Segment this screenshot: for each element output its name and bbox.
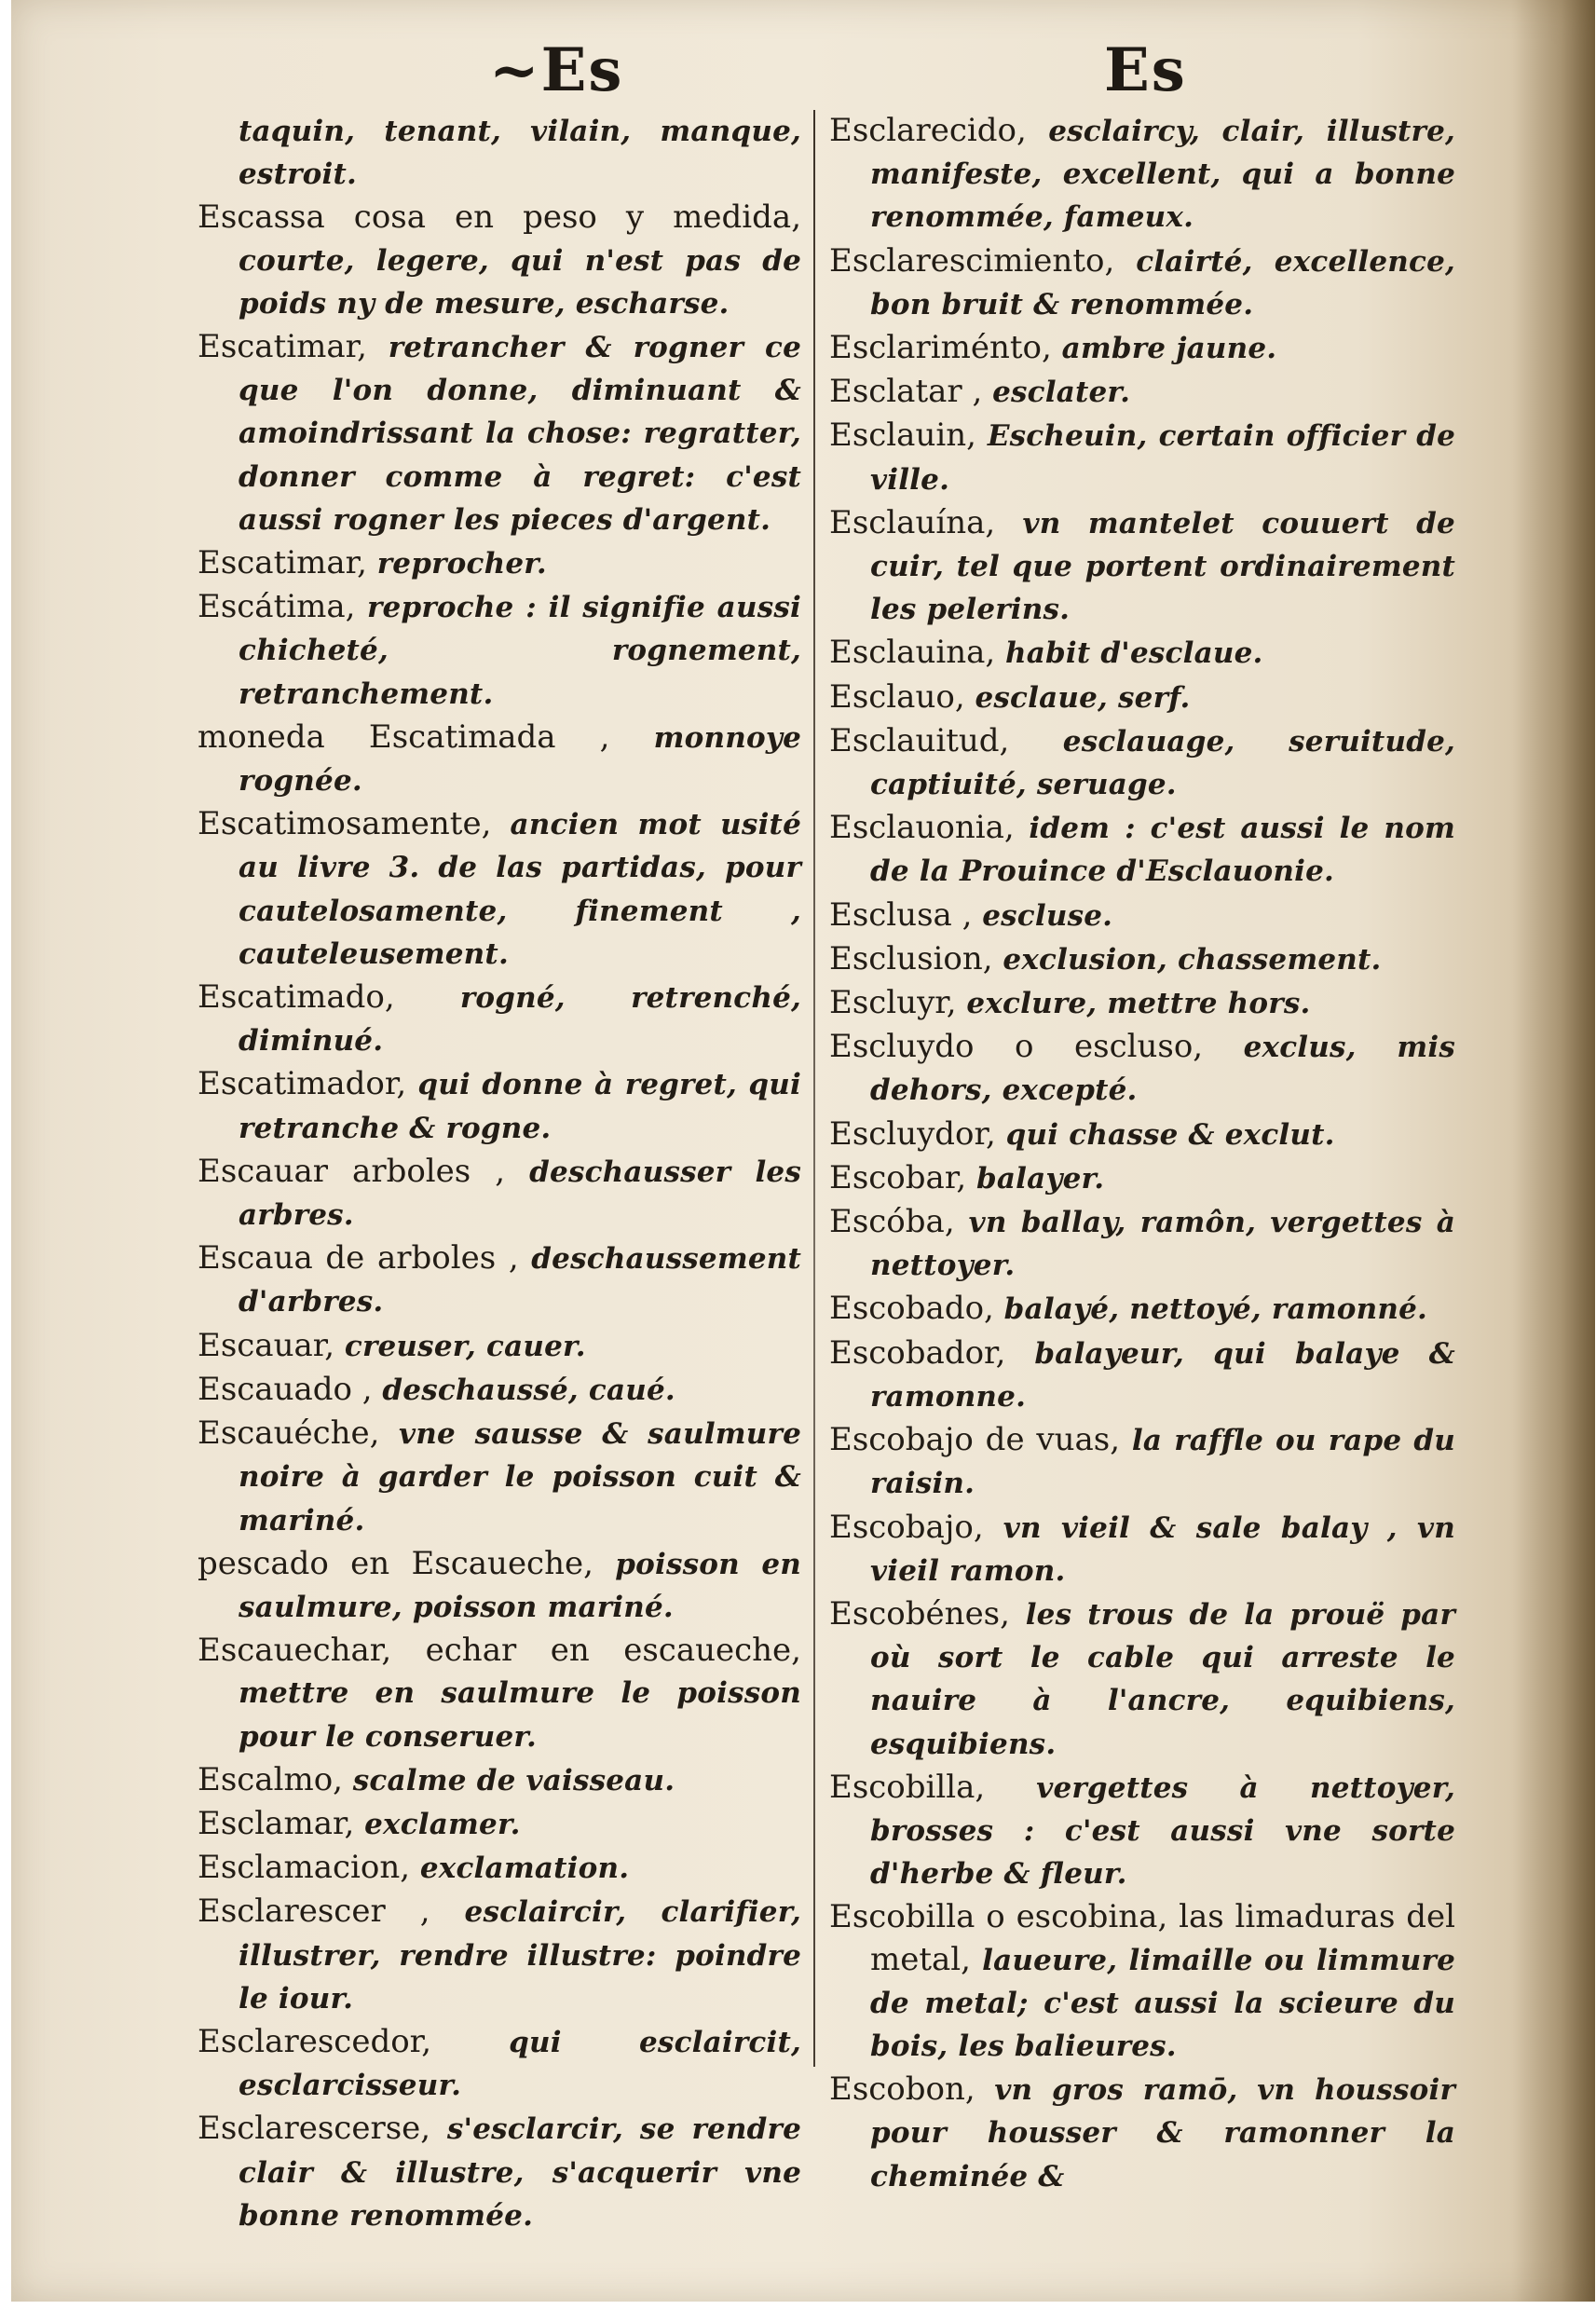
headword: moneda Escatimada , xyxy=(198,717,654,756)
definition: esclater. xyxy=(992,376,1131,410)
definition: esclauage, seruitude, captiuité, seruage. xyxy=(870,724,1455,802)
headword: Esclamar, xyxy=(198,1804,365,1842)
headword: Escluydor, xyxy=(829,1114,1006,1153)
definition: exclus, mis dehors, excepté. xyxy=(870,1031,1455,1108)
definition: reproche : il signifie aussi chicheté, rognement, retranchement. xyxy=(239,591,801,711)
dictionary-entry xyxy=(829,720,1455,806)
definition: les trous de la prouë par où sort le cable qui arreste le nauire à l'ancre, equibiens, esquibiens. xyxy=(870,1597,1455,1761)
definition: esclaue, serf. xyxy=(975,680,1191,715)
headword: Escaua de arboles , xyxy=(198,1239,532,1278)
headword: Esclauitud, xyxy=(829,721,1063,759)
left-running-head: ~Es xyxy=(489,35,624,105)
definition: esclaircy, clair, illustre, manifeste, excellent, qui a bonne renommée, fameux. xyxy=(870,115,1456,235)
headword: Escobilla o escobina, las limaduras del metal, xyxy=(829,1898,1455,1978)
dictionary-entry xyxy=(829,1507,1455,1592)
headword: Esclusion, xyxy=(829,939,1003,977)
binding-shadow xyxy=(1511,0,1595,2302)
definition: poisson en saulmure, poisson mariné. xyxy=(239,1547,801,1624)
headword: Escobilla, xyxy=(829,1768,1037,1806)
dictionary-entry xyxy=(198,1325,801,1368)
definition: escluse. xyxy=(982,898,1113,933)
definition: courte, legere, qui n'est pas de poids ny de mesure, escharse. xyxy=(239,243,801,321)
dictionary-entry xyxy=(829,982,1455,1025)
headword: pescado en Escaueche, xyxy=(198,1544,616,1582)
dictionary-entry xyxy=(829,1896,1455,2068)
dictionary-entry xyxy=(829,415,1455,500)
definition: qui esclaircit, esclarcisseur. xyxy=(239,2025,801,2103)
right-running-head: Es xyxy=(1104,35,1187,105)
definition: creuser, cauer. xyxy=(344,1329,586,1363)
definition: retrancher & rogner ce que l'on donne, diminuant & amoindrissant la chose: regratter, donner comme à regret: c'est aussi rogner les pieces d'argent. xyxy=(239,331,802,537)
dictionary-entry xyxy=(198,110,801,196)
dictionary-entry xyxy=(829,1332,1455,1418)
headword: Esclauin, xyxy=(829,417,988,455)
headword: Escobado, xyxy=(829,1290,1004,1328)
definition: ancien mot usité au livre 3. de las partidas, pour cautelosamente, finement , cauteleusement. xyxy=(239,808,801,971)
definition: deschaussement d'arbres. xyxy=(239,1242,801,1319)
left-column xyxy=(198,110,801,2238)
dictionary-entry xyxy=(198,1803,801,1846)
headword: Escóba, xyxy=(829,1203,969,1241)
dictionary-entry xyxy=(829,807,1455,893)
headword: Escatimado, xyxy=(198,978,460,1017)
dictionary-entry xyxy=(198,1891,801,2020)
dictionary-entry xyxy=(829,938,1455,981)
headword: Escluyr, xyxy=(829,984,967,1022)
headword: Esclauo, xyxy=(829,677,975,716)
headword: Escluydo o escluso, xyxy=(829,1028,1244,1066)
headword: Esclamacion, xyxy=(198,1849,420,1887)
headword: Escalmo, xyxy=(198,1760,353,1798)
definition: idem : c'est aussi le nom de la Prouince d'Esclauonie. xyxy=(870,812,1455,889)
headword: Esclatar , xyxy=(829,373,993,411)
headword: Escobajo de vuas, xyxy=(829,1421,1132,1459)
definition: vne sausse & saulmure noire à garder le poisson cuit & mariné. xyxy=(239,1417,802,1537)
definition: vn vieil & sale balay , vn vieil ramon. xyxy=(870,1510,1455,1588)
definition: scalme de vaisseau. xyxy=(352,1763,675,1797)
dictionary-entry xyxy=(829,371,1455,414)
definition: reprocher. xyxy=(376,547,547,581)
definition: qui chasse & exclut. xyxy=(1005,1117,1335,1152)
headword: Esclarescimiento, xyxy=(829,241,1137,280)
headword: Escobon, xyxy=(829,2070,995,2109)
definition: vn mantelet couuert de cuir, tel que portent ordinairement les pelerins. xyxy=(870,506,1455,627)
dictionary-entry xyxy=(198,1759,801,1802)
dictionary-entry xyxy=(198,1237,801,1323)
headword: Escauechar, echar en escaueche, xyxy=(198,1632,801,1670)
headword: Esclarescedor, xyxy=(198,2022,510,2060)
dictionary-entry xyxy=(829,1593,1455,1766)
definition: exclusion, chassement. xyxy=(1003,942,1382,977)
headword: Escauado , xyxy=(198,1370,383,1408)
definition: deschausser les arbres. xyxy=(239,1155,801,1233)
dictionary-entry xyxy=(198,803,801,976)
dictionary-entry xyxy=(829,1201,1455,1287)
dictionary-entry xyxy=(829,1419,1455,1505)
headword: Esclauína, xyxy=(829,503,1023,541)
definition: Escheuin, certain officier de ville. xyxy=(870,419,1455,497)
headword: Escatimar, xyxy=(198,544,377,582)
headword: Escobénes, xyxy=(829,1594,1026,1633)
dictionary-entry xyxy=(198,1543,801,1629)
dictionary-entry xyxy=(198,586,801,716)
definition: habit d'esclaue. xyxy=(1005,636,1263,671)
dictionary-entry xyxy=(829,502,1455,632)
definition: s'esclarcir, se rendre clair & illustre, s'acquerir vne bonne renommée. xyxy=(239,2112,801,2233)
headword: Escauar, xyxy=(198,1326,345,1364)
headword: Escauéche, xyxy=(198,1414,400,1453)
dictionary-entry xyxy=(198,542,801,585)
definition: laueure, limaille ou limmure de metal; c'est aussi la scieure du bois, les balieures. xyxy=(870,1943,1455,2063)
dictionary-entry xyxy=(198,1630,801,1758)
definition: mettre en saulmure le poisson pour le conseruer. xyxy=(239,1676,801,1754)
headword: Esclarescerse, xyxy=(198,2110,447,2148)
definition: balayeur, qui balaye & ramonne. xyxy=(870,1336,1455,1414)
headword: Escassa cosa en peso y medida, xyxy=(198,198,801,237)
definition: clairté, excellence, bon bruit & renommée. xyxy=(870,244,1455,321)
headword: Escobajo, xyxy=(829,1508,1003,1546)
definition: monnoye rognée. xyxy=(239,720,801,799)
dictionary-entry xyxy=(829,2069,1455,2198)
definition: balayer. xyxy=(975,1161,1105,1196)
headword: Escatimar, xyxy=(198,328,389,366)
dictionary-entry xyxy=(198,1151,801,1237)
dictionary-entry xyxy=(829,895,1455,937)
right-column xyxy=(829,110,1455,2199)
definition: deschaussé, caué. xyxy=(382,1373,675,1407)
dictionary-entry xyxy=(829,632,1455,675)
column-divider xyxy=(813,110,815,2067)
dictionary-entry xyxy=(198,326,801,541)
dictionary-entry xyxy=(829,1288,1455,1331)
dictionary-entry xyxy=(829,110,1455,239)
dictionary-entry xyxy=(829,240,1455,326)
headword: Escatimador, xyxy=(198,1065,418,1103)
dictionary-entry xyxy=(198,717,801,802)
definition: exclamation. xyxy=(419,1852,630,1886)
definition: exclamer. xyxy=(364,1807,521,1841)
dictionary-entry xyxy=(198,1413,801,1542)
headword: Esclauonia, xyxy=(829,809,1030,847)
definition: la raffle ou rape du raisin. xyxy=(870,1424,1455,1501)
definition: qui donne à regret, qui retranche & rogne. xyxy=(239,1068,801,1145)
headword: Esclusa , xyxy=(829,895,983,934)
headword: Esclarecido, xyxy=(829,112,1049,149)
dictionary-entry xyxy=(829,1114,1455,1156)
definition: exclure, mettre hors. xyxy=(966,987,1311,1021)
headword: Escobar, xyxy=(829,1158,976,1196)
dictionary-entry xyxy=(829,1767,1455,1896)
headword: Esclariménto, xyxy=(829,329,1062,367)
definition: ambre jaune. xyxy=(1061,332,1277,366)
definition: taquin, tenant, vilain, manque, estroit. xyxy=(239,115,801,192)
definition: esclaircir, clarifier, illustrer, rendre illustre: poindre le iour. xyxy=(239,1895,801,2016)
definition: balayé, nettoyé, ramonné. xyxy=(1003,1292,1428,1327)
definition: vn ballay, ramôn, vergettes à nettoyer. xyxy=(870,1206,1455,1283)
dictionary-entry xyxy=(829,1026,1455,1112)
definition: vergettes à nettoyer, brosses : c'est aussi vne sorte d'herbe & fleur. xyxy=(870,1770,1455,1892)
dictionary-entry xyxy=(198,2021,801,2107)
headword: Escátima, xyxy=(198,588,367,626)
dictionary-entry xyxy=(198,1063,801,1149)
dictionary-entry xyxy=(829,327,1455,370)
headword: Esclarescer , xyxy=(198,1893,465,1931)
dictionary-entry xyxy=(198,977,801,1062)
dictionary-entry xyxy=(198,1847,801,1890)
definition: rogné, retrenché, diminué. xyxy=(239,981,801,1059)
headword: Esclauina, xyxy=(829,634,1006,672)
dictionary-entry xyxy=(829,676,1455,719)
dictionary-entry xyxy=(829,1157,1455,1200)
headword: Escatimosamente, xyxy=(198,805,511,843)
dictionary-entry xyxy=(198,197,801,325)
dictionary-entry xyxy=(198,2108,801,2237)
definition: vn gros ramō, vn houssoir pour housser & ramonner la cheminée & xyxy=(870,2073,1455,2193)
dictionary-entry xyxy=(198,1369,801,1412)
headword: Escobador, xyxy=(829,1333,1035,1372)
headword: Escauar arboles , xyxy=(198,1152,530,1190)
